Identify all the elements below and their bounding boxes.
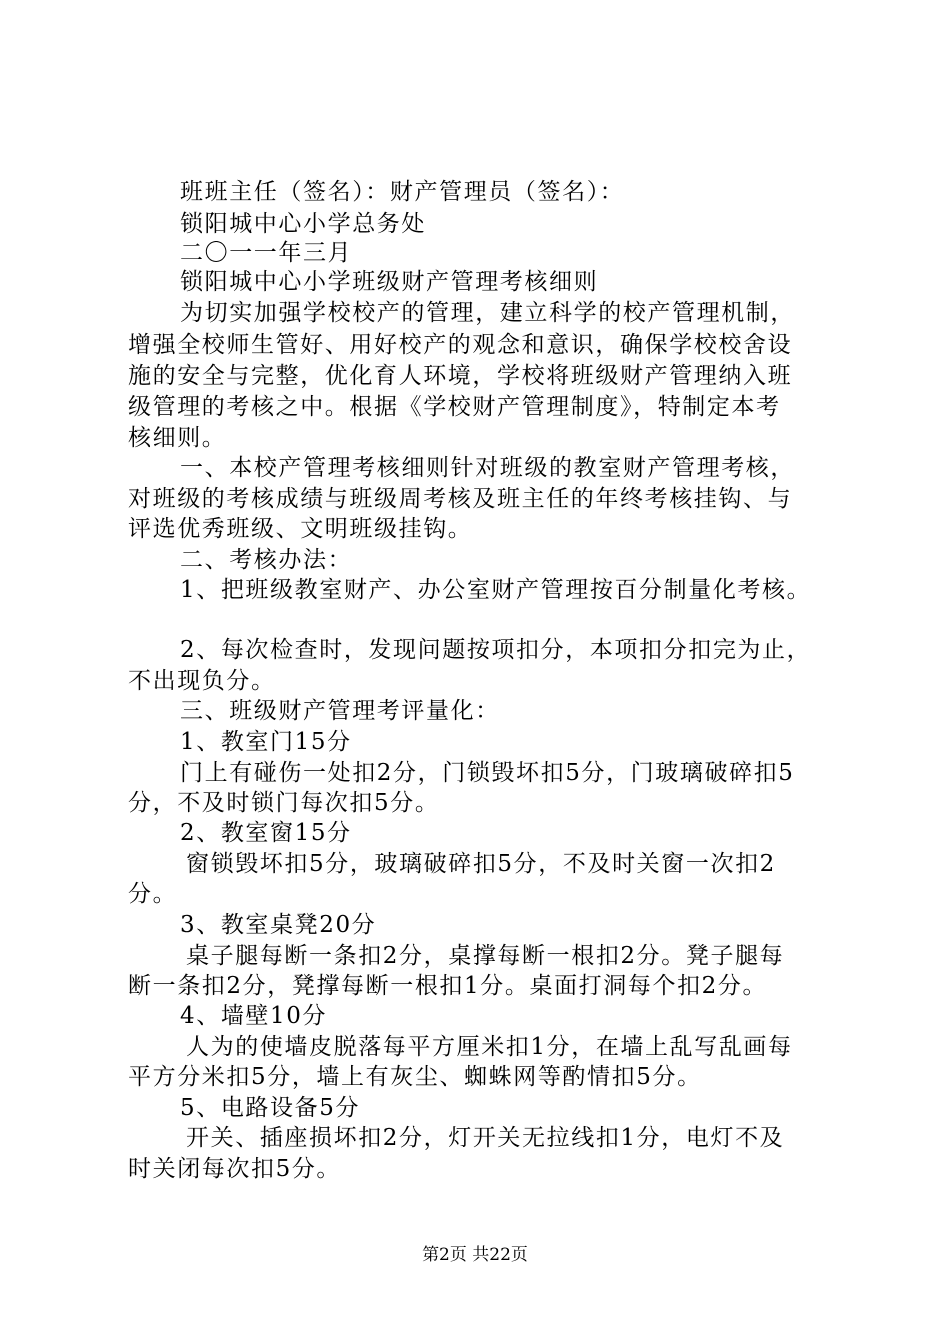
item-heading: 4、墙壁10分 <box>180 1003 328 1029</box>
paragraph-line: 施的安全与完整，优化育人环境，学校将班级财产管理纳入班 <box>128 363 793 389</box>
item-heading: 2、教室窗15分 <box>180 820 352 846</box>
paragraph-line: 核细则。 <box>128 425 227 451</box>
item-heading: 5、电路设备5分 <box>180 1095 361 1121</box>
paragraph-line: 级管理的考核之中。根据《学校财产管理制度》，特制定本考 <box>128 394 781 420</box>
item-detail: 平方分米扣5分，墙上有灰尘、蜘蛛网等酌情扣5分。 <box>128 1064 702 1090</box>
paragraph-line: 为切实加强学校校产的管理，建立科学的校产管理机制， <box>180 300 795 326</box>
item-detail: 分，不及时锁门每次扣5分。 <box>128 790 440 816</box>
signature-line: 班班主任（签名）：财产管理员（签名）： <box>180 179 625 205</box>
item-detail: 开关、插座损坏扣2分，灯开关无拉线扣1分，电灯不及 <box>186 1125 785 1151</box>
item-heading: 1、教室门15分 <box>180 729 352 755</box>
paragraph-line: 增强全校师生管好、用好校产的观念和意识，确保学校校舍设 <box>128 332 793 358</box>
date-line: 二〇一一年三月 <box>180 240 353 266</box>
item-heading: 3、教室桌凳20分 <box>180 912 377 938</box>
section-one-line: 对班级的考核成绩与班级周考核及班主任的年终考核挂钩、与 <box>128 486 793 512</box>
item-detail: 人为的使墙皮脱落每平方厘米扣1分，在墙上乱写乱画每 <box>186 1034 793 1060</box>
item-detail: 分。 <box>128 881 178 907</box>
item-detail: 时关闭每次扣5分。 <box>128 1156 342 1182</box>
item-detail: 断一条扣2分，凳撑每断一根扣1分。桌面打洞每个扣2分。 <box>128 973 768 999</box>
item-detail: 窗锁毁坏扣5分，玻璃破碎扣5分，不及时关窗一次扣2 <box>186 851 776 877</box>
section-heading: 三、班级财产管理考评量化： <box>180 698 500 724</box>
page-footer: 第2页 共22页 <box>422 1245 528 1265</box>
document-title: 锁阳城中心小学班级财产管理考核细则 <box>180 269 599 295</box>
section-one-line: 评选优秀班级、文明班级挂钩。 <box>128 516 473 542</box>
item-detail: 桌子腿每断一条扣2分，桌撑每断一根扣2分。凳子腿每 <box>186 943 785 969</box>
rule-item: 2、每次检查时，发现问题按项扣分，本项扣分扣完为止， <box>180 637 812 663</box>
item-detail: 门上有碰伤一处扣2分，门锁毁坏扣5分，门玻璃破碎扣5 <box>180 760 795 786</box>
section-one-line: 一、本校产管理考核细则针对班级的教室财产管理考核， <box>180 455 795 481</box>
issuer-line: 锁阳城中心小学总务处 <box>180 211 426 237</box>
section-heading: 二、考核办法： <box>180 547 353 573</box>
rule-item: 1、把班级教室财产、办公室财产管理按百分制量化考核。 <box>180 577 812 603</box>
rule-item: 不出现负分。 <box>128 668 276 694</box>
